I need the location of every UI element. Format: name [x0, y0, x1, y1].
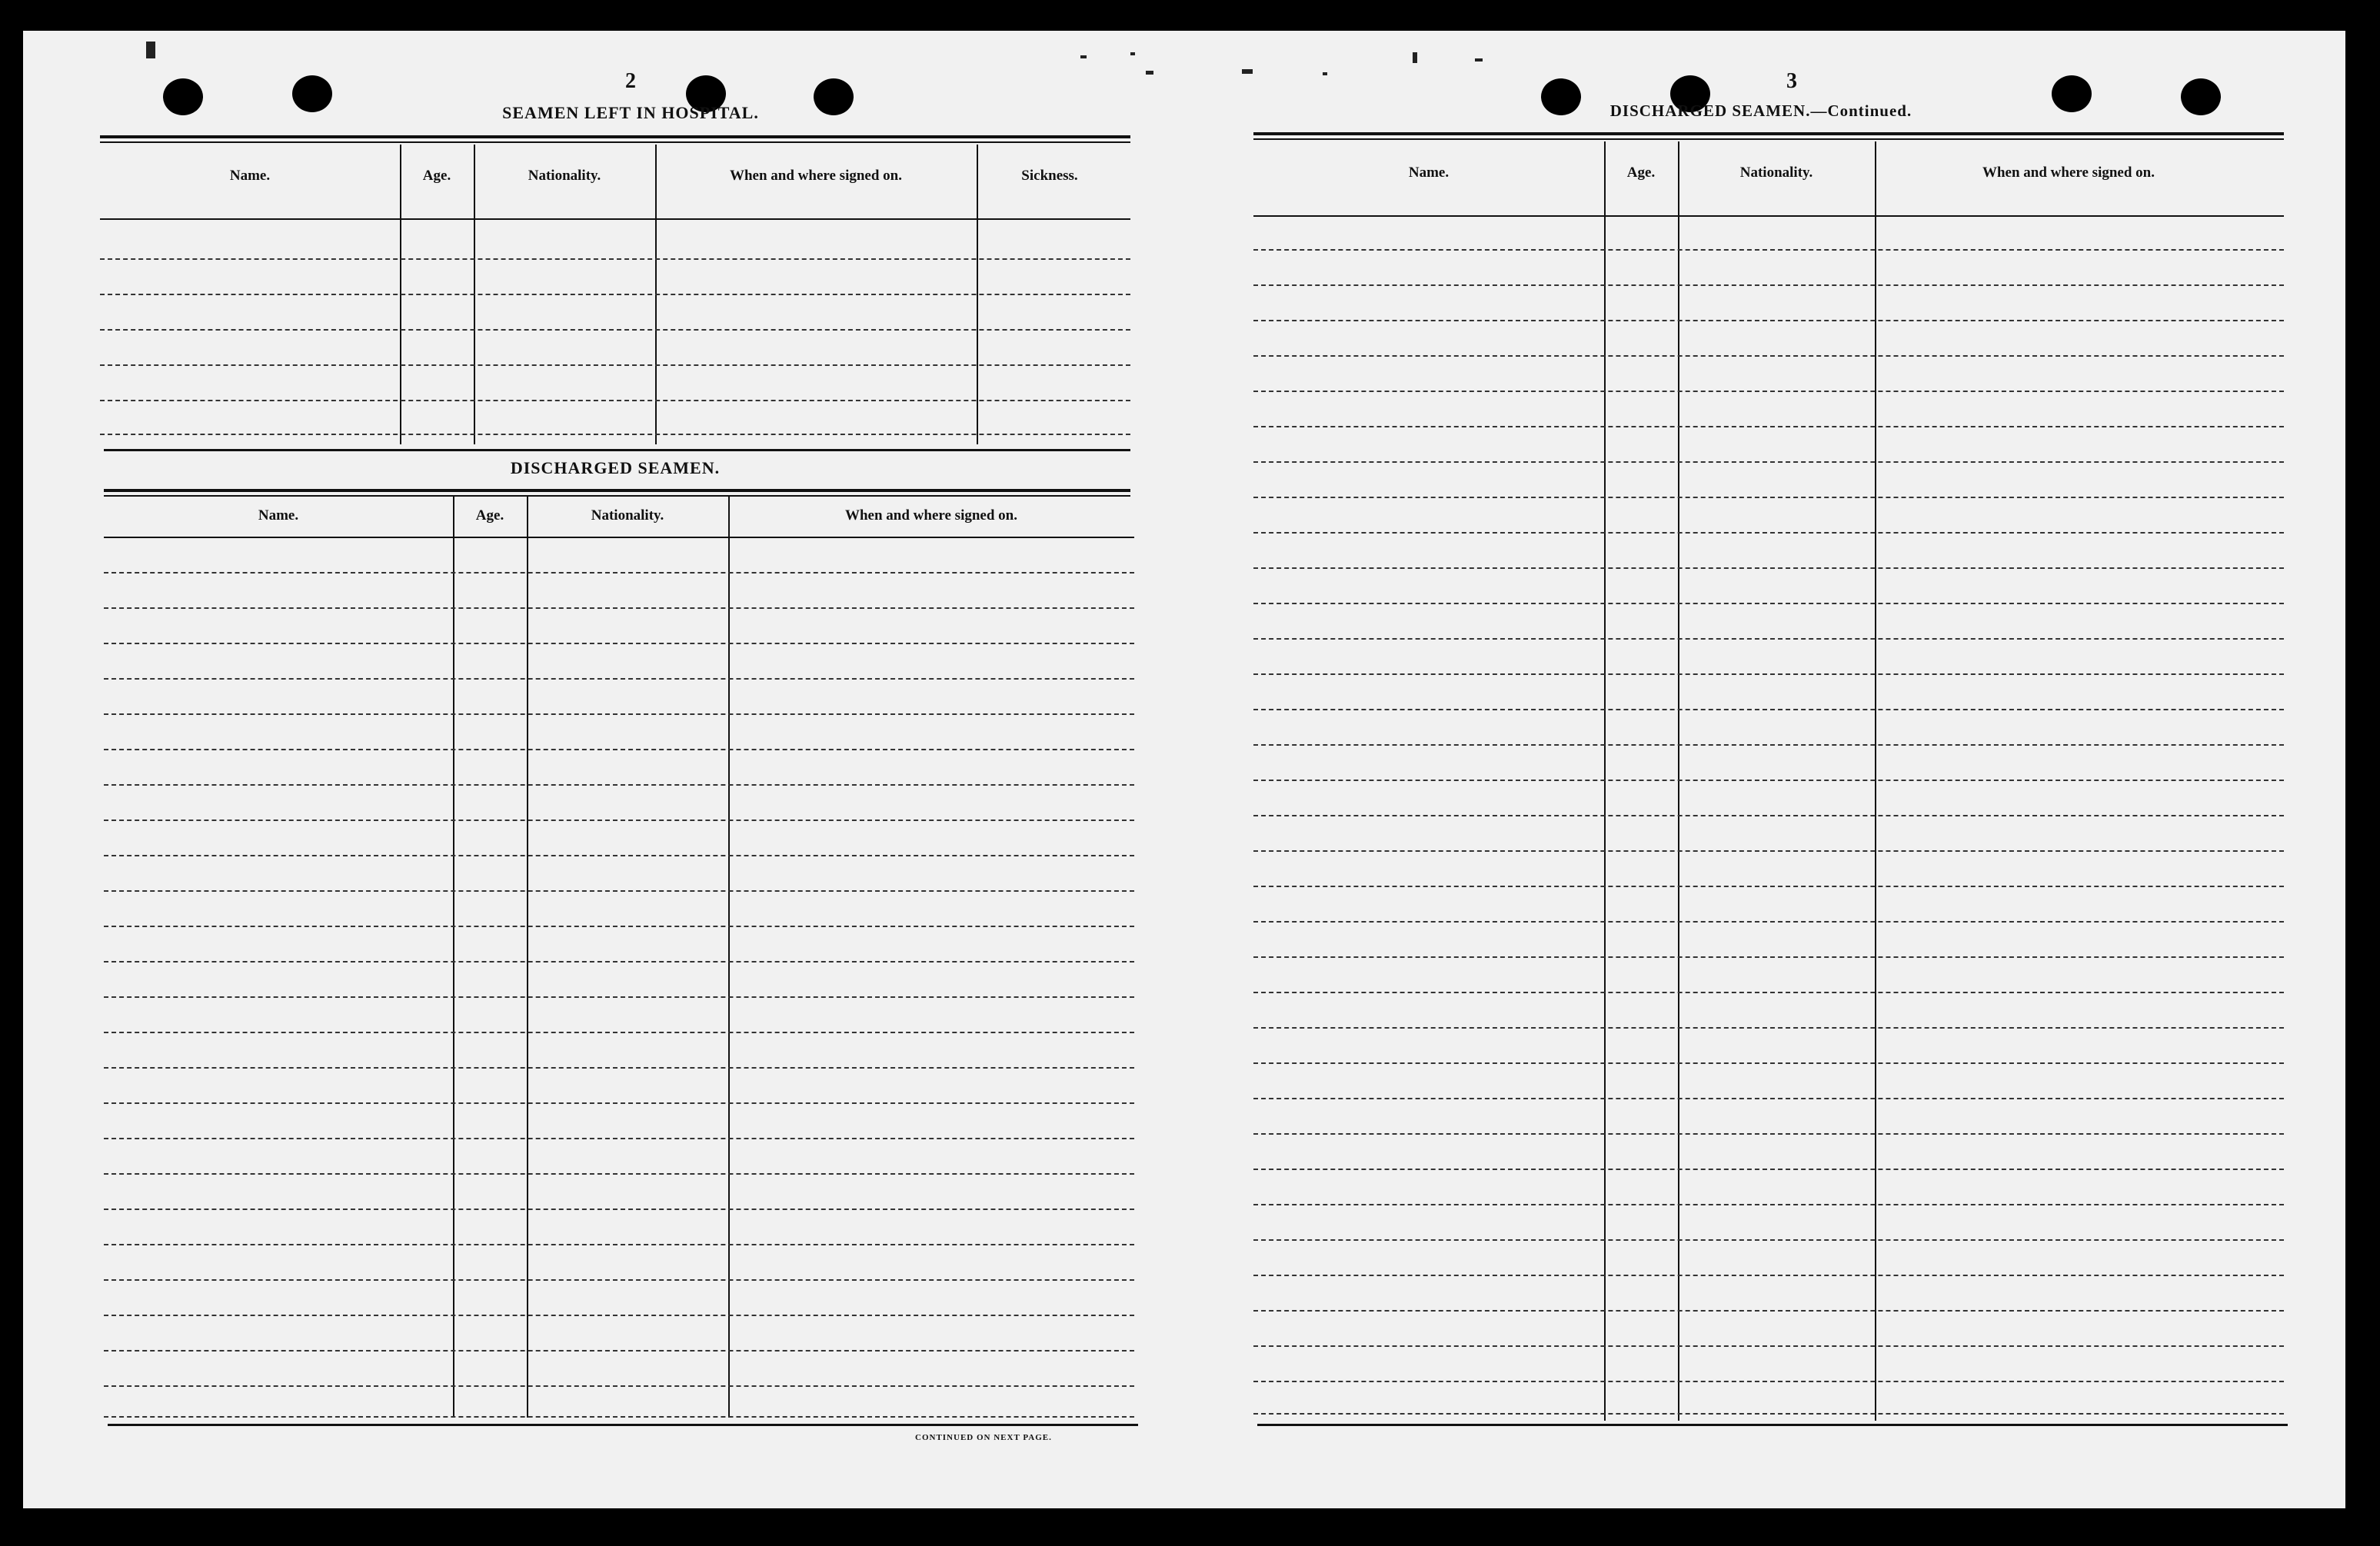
entry-line: [1253, 1133, 2284, 1135]
entry-line: [100, 364, 1130, 366]
column-header-name: Name.: [229, 168, 271, 184]
ink-speck: [146, 42, 155, 58]
punch-hole: [2181, 78, 2221, 115]
double-rule: [104, 489, 1130, 492]
entry-line: [104, 678, 1134, 680]
entry-line: [1253, 1345, 2284, 1347]
entry-line: [1253, 1275, 2284, 1276]
entry-line: [104, 855, 1134, 856]
column-divider: [1604, 141, 1606, 1421]
section-title-hospital: SEAMEN LEFT IN HOSPITAL.: [502, 103, 759, 122]
entry-line: [104, 890, 1134, 892]
column-header-nationality: Nationality.: [528, 168, 601, 184]
column-header-signed-on: When and where signed on.: [844, 507, 1017, 524]
entry-line: [104, 1244, 1134, 1245]
entry-line: [1253, 744, 2284, 746]
entry-line: [1253, 1204, 2284, 1205]
entry-line: [1253, 638, 2284, 640]
punch-hole: [163, 78, 203, 115]
entry-line: [1253, 1413, 2284, 1415]
entry-line: [1253, 886, 2284, 887]
page-number: 3: [1786, 69, 1797, 93]
entry-line: [104, 1173, 1134, 1175]
section-title-discharged-continued: DISCHARGED SEAMEN.—Continued.: [1609, 101, 1912, 120]
entry-line: [1253, 815, 2284, 816]
entry-line: [104, 926, 1134, 927]
column-divider: [1678, 141, 1679, 1421]
entry-line: [1253, 1169, 2284, 1170]
entry-line: [104, 643, 1134, 644]
entry-line: [104, 1067, 1134, 1069]
entry-line: [1253, 461, 2284, 463]
ink-speck: [1242, 69, 1253, 74]
column-header-name: Name.: [1408, 165, 1450, 181]
form-sheet: [23, 31, 2345, 1508]
entry-line: [104, 1279, 1134, 1281]
entry-line: [100, 258, 1130, 260]
entry-line: [1253, 992, 2284, 993]
header-rule: [1253, 215, 2284, 217]
section-title-discharged: DISCHARGED SEAMEN.: [510, 458, 721, 477]
page-number: 2: [625, 69, 636, 93]
entry-line: [1253, 1381, 2284, 1382]
entry-line: [1253, 391, 2284, 392]
entry-line: [1253, 850, 2284, 852]
punch-hole: [814, 78, 854, 115]
ink-speck: [1323, 72, 1327, 75]
discharged-table-left: [104, 497, 1134, 1419]
entry-line: [100, 400, 1130, 401]
entry-line: [1253, 709, 2284, 710]
entry-line: [104, 1102, 1134, 1104]
punch-hole: [292, 75, 332, 112]
entry-line: [104, 1209, 1134, 1210]
bottom-rule: [108, 1424, 1138, 1426]
punch-hole: [2052, 75, 2092, 112]
ink-speck: [1080, 55, 1087, 58]
bottom-rule: [1257, 1424, 2288, 1426]
entry-line: [104, 1385, 1134, 1387]
section-rule: [104, 449, 1130, 451]
column-header-signed-on: When and where signed on.: [729, 168, 902, 184]
double-rule: [100, 135, 1130, 138]
entry-line: [1253, 921, 2284, 923]
column-header-nationality: Nationality.: [591, 507, 664, 524]
ink-speck: [1146, 71, 1153, 75]
footer-continued: CONTINUED ON NEXT PAGE.: [915, 1433, 1052, 1442]
hospital-table: [100, 145, 1130, 446]
entry-line: [104, 1416, 1134, 1418]
entry-line: [1253, 603, 2284, 604]
entry-line: [104, 820, 1134, 821]
entry-line: [104, 1315, 1134, 1316]
entry-line: [104, 572, 1134, 574]
entry-line: [100, 434, 1130, 435]
column-header-age: Age.: [422, 168, 451, 184]
double-rule: [1253, 138, 2284, 140]
entry-line: [104, 749, 1134, 750]
header-rule: [104, 537, 1134, 538]
header-rule: [100, 218, 1130, 220]
entry-line: [104, 961, 1134, 963]
column-header-name: Name.: [258, 507, 299, 524]
discharged-table-right: [1253, 141, 2284, 1422]
column-header-age: Age.: [475, 507, 504, 524]
entry-line: [100, 329, 1130, 331]
entry-line: [1253, 673, 2284, 675]
entry-line: [1253, 284, 2284, 286]
entry-line: [1253, 532, 2284, 534]
entry-line: [104, 1032, 1134, 1033]
entry-line: [104, 607, 1134, 609]
entry-line: [1253, 249, 2284, 251]
entry-line: [104, 713, 1134, 715]
ink-speck: [1475, 58, 1483, 62]
entry-line: [1253, 780, 2284, 781]
entry-line: [1253, 1239, 2284, 1241]
entry-line: [1253, 567, 2284, 569]
entry-line: [1253, 1062, 2284, 1064]
column-header-signed-on: When and where signed on.: [1982, 165, 2155, 181]
entry-line: [104, 1350, 1134, 1352]
entry-line: [1253, 497, 2284, 498]
column-header-age: Age.: [1626, 165, 1656, 181]
entry-line: [1253, 320, 2284, 321]
entry-line: [100, 294, 1130, 295]
entry-line: [1253, 1027, 2284, 1029]
punch-hole: [1541, 78, 1581, 115]
entry-line: [1253, 1098, 2284, 1099]
entry-line: [1253, 426, 2284, 427]
double-rule: [1253, 132, 2284, 135]
column-divider: [1875, 141, 1876, 1421]
entry-line: [104, 1138, 1134, 1139]
entry-line: [1253, 355, 2284, 357]
entry-line: [104, 784, 1134, 786]
ink-speck: [1130, 52, 1135, 55]
entry-line: [1253, 1310, 2284, 1312]
double-rule: [100, 141, 1130, 143]
ink-speck: [1413, 52, 1417, 63]
column-header-sickness: Sickness.: [1021, 168, 1078, 184]
entry-line: [104, 996, 1134, 998]
entry-line: [1253, 956, 2284, 958]
column-header-nationality: Nationality.: [1739, 165, 1813, 181]
